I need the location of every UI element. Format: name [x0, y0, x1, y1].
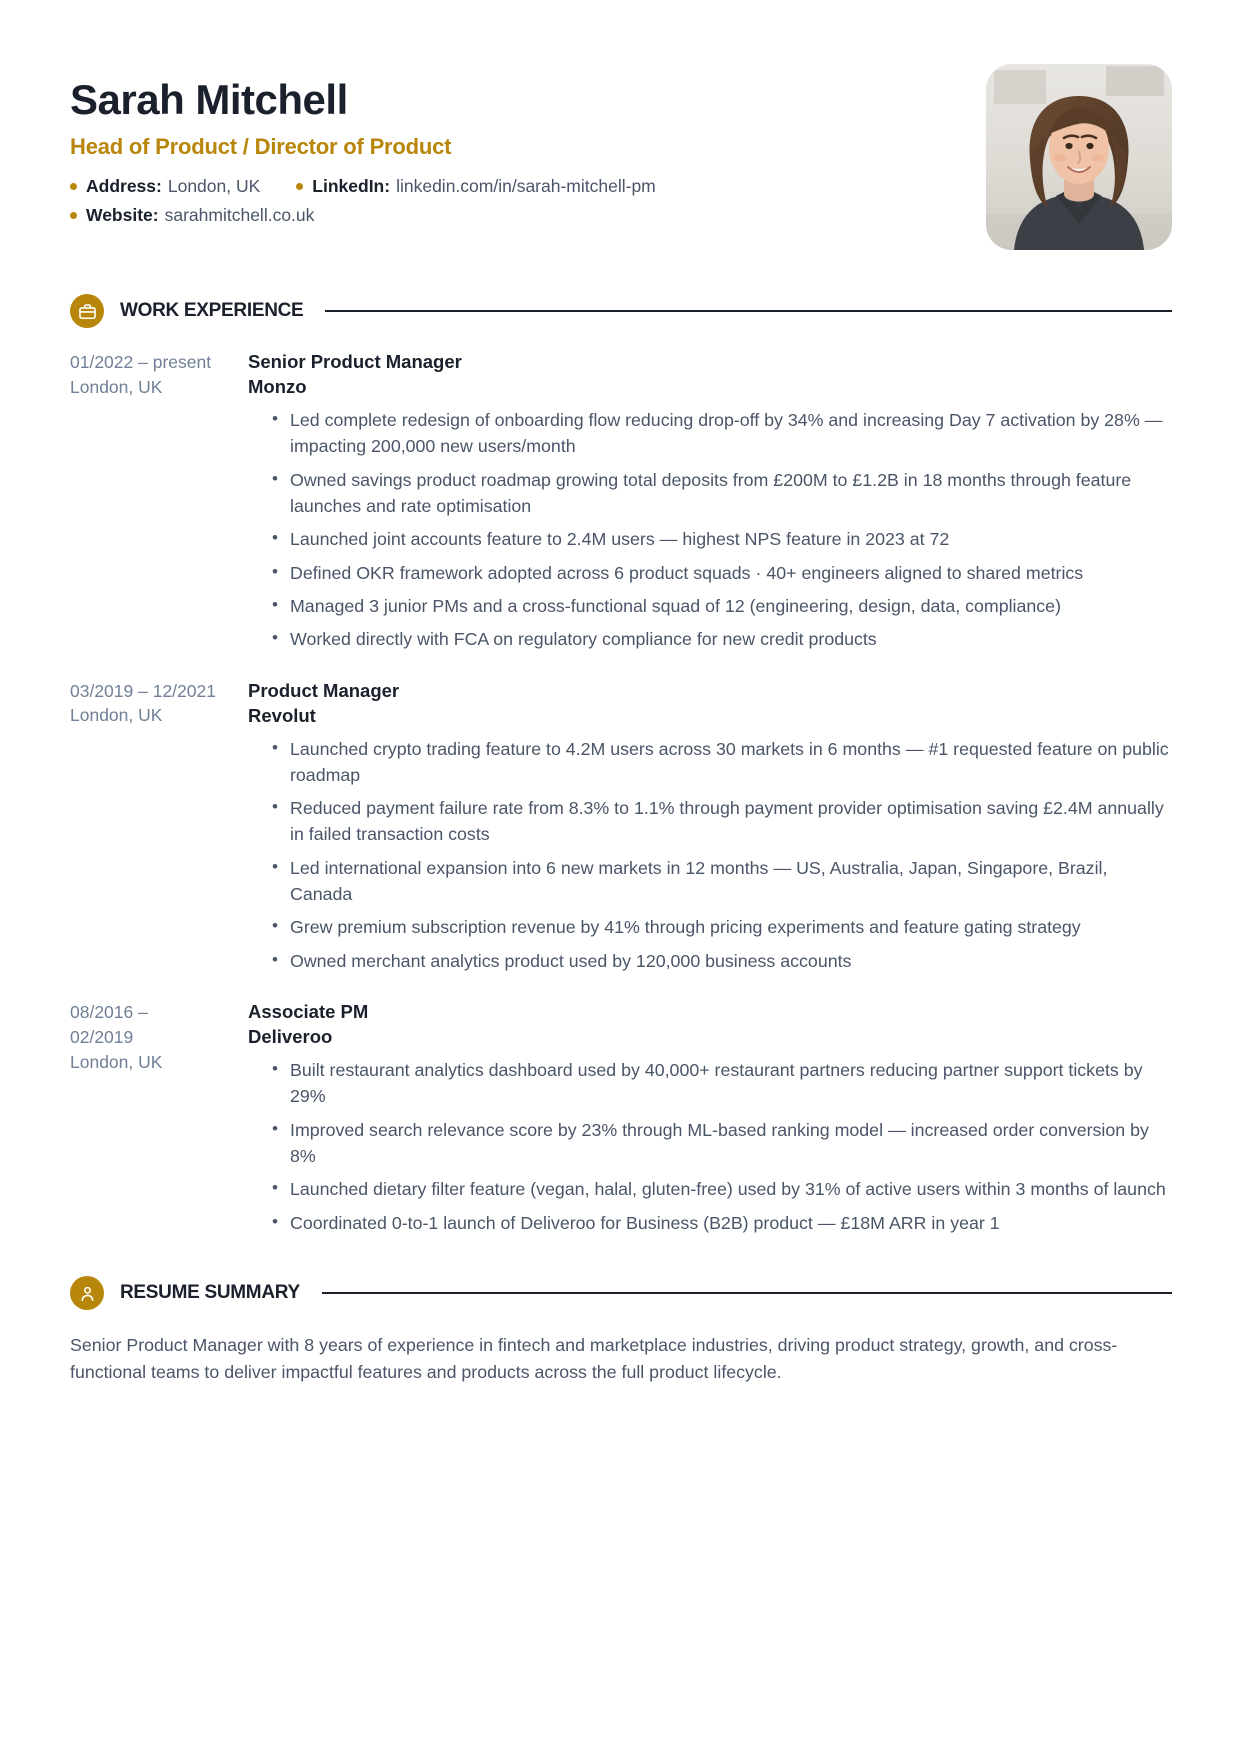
job-body — [248, 350, 1172, 653]
job-role: Senior Product Manager — [248, 351, 462, 372]
job-bullet: • Coordinated 0-to-1 launch of Deliveroo for Business (B2B) product — £18M ARR in year 1 — [290, 1210, 1172, 1236]
contact-linkedin[interactable] — [296, 176, 655, 197]
contact-linkedin-value[interactable]: linkedin.com/in/sarah-mitchell-pm — [396, 176, 656, 197]
contact-address-label: Address: — [86, 176, 162, 197]
resume-summary-text: Senior Product Manager with 8 years of experience in fintech and marketplace industries, driving product strategy, growth, and cross-functional teams to deliver impactful features and products across the full product lifecycle. — [70, 1335, 1118, 1383]
contact-website[interactable] — [70, 205, 314, 226]
job-bullet: • Worked directly with FCA on regulatory compliance for new credit products — [290, 626, 1172, 652]
job-role: Associate PM — [248, 1001, 369, 1023]
section-divider — [325, 310, 1172, 312]
contact-address-value: London, UK — [167, 176, 261, 197]
job-bullet-list — [248, 736, 1172, 975]
job-bullet: • Launched crypto trading feature to 4.2M users across 30 markets in 6 months — #1 requested feature on public roadmap — [290, 736, 1172, 789]
job-company: Monzo — [248, 375, 307, 397]
job-company: Revolut — [248, 704, 316, 726]
job-company: Deliveroo — [248, 1026, 333, 1048]
job-dates: 08/2016 – 02/2019 — [70, 1002, 148, 1047]
job-bullet: • Owned savings product roadmap growing total deposits from £200M to £1.2B in 18 months through feature launches and rate optimisation — [290, 467, 1172, 520]
photo-container — [986, 64, 1172, 250]
briefcase-icon — [70, 294, 104, 328]
bullet-dot-icon — [70, 212, 77, 219]
candidate-name: Sarah Mitchell — [70, 76, 348, 123]
job-location: London, UK — [70, 376, 163, 397]
section-divider — [322, 1292, 1172, 1294]
resume-summary-title: RESUME SUMMARY — [120, 1282, 300, 1304]
contact-row-1 — [70, 176, 956, 197]
contact-website-label: Website: — [86, 205, 159, 226]
job-bullet: • Led complete redesign of onboarding flow reducing drop-off by 34% and increasing Day 7 activation by 28% — impacting 200,000 new users/month — [290, 407, 1172, 460]
job-bullet: • Owned merchant analytics product used by 120,000 business accounts — [290, 948, 1172, 974]
job-bullet: • Managed 3 junior PMs and a cross-functional squad of 12 (engineering, design, data, compliance) — [290, 593, 1172, 619]
job-role: Product Manager — [248, 679, 400, 701]
job-dates: 01/2022 – present — [70, 352, 212, 372]
contact-website-value[interactable]: sarahmitchell.co.uk — [164, 205, 315, 226]
contact-address — [70, 176, 260, 197]
bullet-dot-icon — [70, 183, 77, 190]
job-location: London, UK — [70, 705, 163, 726]
job-bullet: • Led international expansion into 6 new markets in 12 months — US, Australia, Japan, Singapore, Brazil, Canada — [290, 855, 1172, 908]
job-bullet: • Defined OKR framework adopted across 6 product squads · 40+ engineers aligned to shared metrics — [290, 560, 1172, 586]
job-bullet: • Reduced payment failure rate from 8.3% to 1.1% through payment provider optimisation saving £2.4M annually in failed transaction costs — [290, 795, 1172, 848]
header-text-block — [70, 64, 956, 226]
job-dates: 03/2019 – 12/2021 — [70, 680, 216, 701]
avatar — [986, 64, 1172, 250]
job-entry — [70, 679, 1172, 975]
job-meta — [70, 679, 248, 975]
job-bullet-list — [248, 1057, 1172, 1236]
job-bullet: • Grew premium subscription revenue by 41% through pricing experiments and feature gating strategy — [290, 914, 1172, 940]
work-experience-header — [70, 294, 1172, 328]
job-entry — [70, 350, 1172, 653]
section-resume-summary — [70, 1276, 1172, 1386]
job-bullet: • Launched dietary filter feature (vegan, halal, gluten-free) used by 31% of active users within 3 months of launch — [290, 1176, 1172, 1202]
portrait-photo — [986, 64, 1172, 250]
job-body — [248, 1000, 1172, 1236]
resume-header — [70, 64, 1172, 250]
job-bullet-list — [248, 407, 1172, 653]
bullet-dot-icon — [296, 183, 303, 190]
job-body — [248, 679, 1172, 975]
job-bullet: • Built restaurant analytics dashboard used by 40,000+ restaurant partners reducing partner support tickets by 29% — [290, 1057, 1172, 1110]
resume-summary-header — [70, 1276, 1172, 1310]
section-work-experience — [70, 294, 1172, 1236]
candidate-job-title: Head of Product / Director of Product — [70, 134, 452, 160]
contact-list — [70, 176, 956, 226]
job-bullet: • Improved search relevance score by 23% through ML-based ranking model — increased order conversion by 8% — [290, 1117, 1172, 1170]
job-bullet: • Launched joint accounts feature to 2.4M users — highest NPS feature in 2023 at 72 — [290, 526, 1172, 552]
job-meta — [70, 1000, 248, 1236]
person-icon — [70, 1276, 104, 1310]
work-experience-title: WORK EXPERIENCE — [120, 300, 304, 321]
job-meta — [70, 350, 248, 653]
job-location: London, UK — [70, 1051, 163, 1072]
contact-linkedin-label: LinkedIn: — [312, 176, 391, 197]
contact-row-2 — [70, 205, 956, 226]
job-entry — [70, 1000, 1172, 1236]
